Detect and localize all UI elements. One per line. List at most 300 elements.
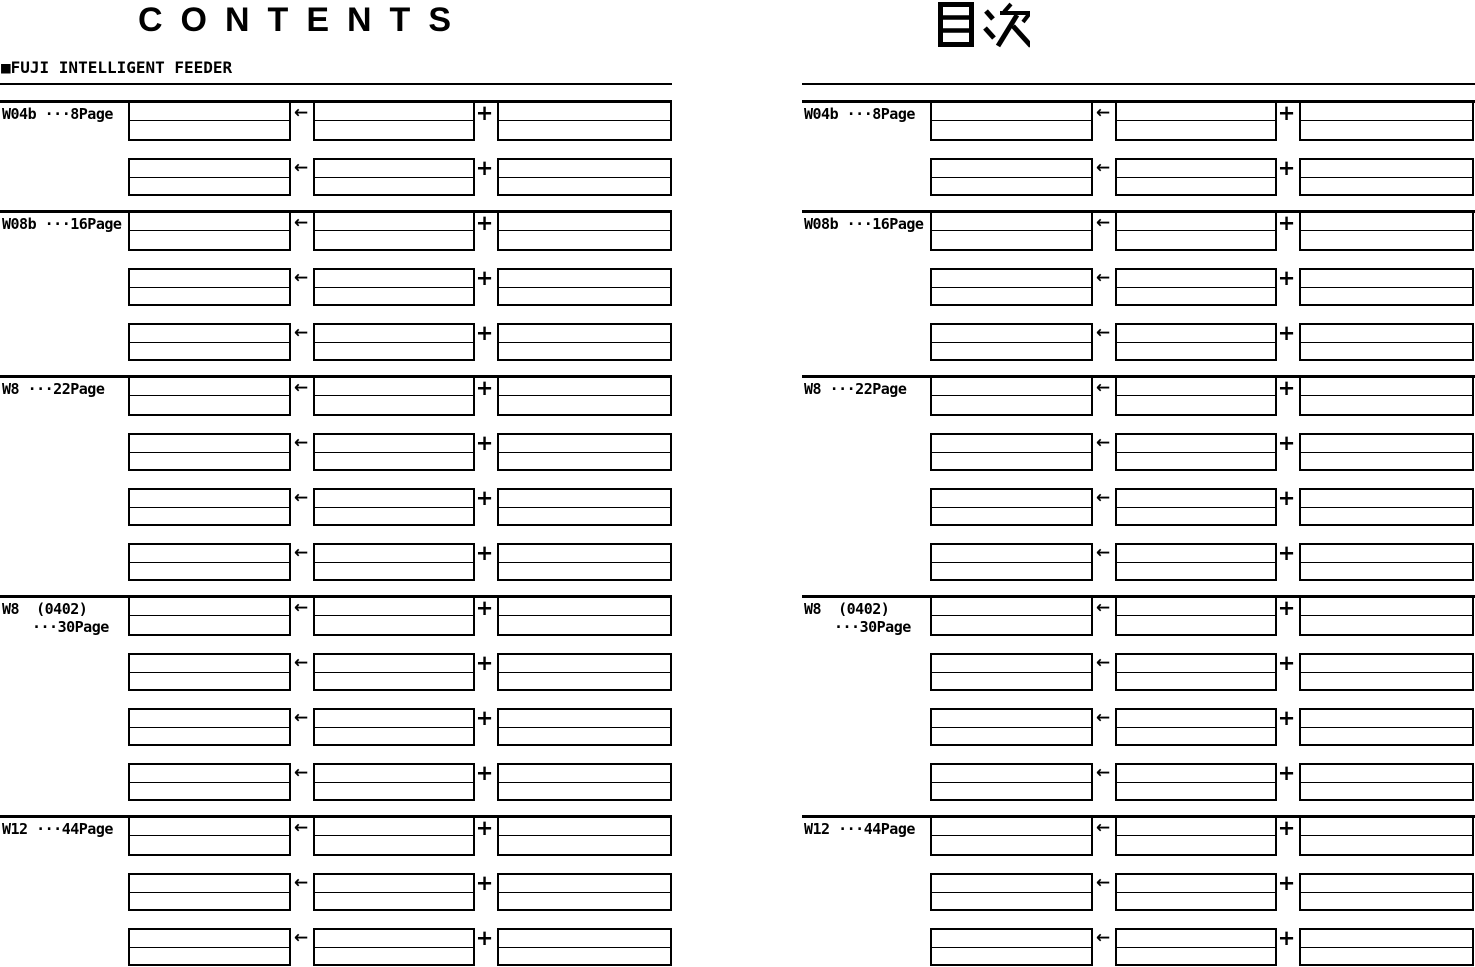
- row-box-2: [1115, 378, 1277, 416]
- box-upper-cell: [932, 435, 1091, 453]
- box-upper-cell: [1301, 213, 1472, 231]
- row-box-3: [1299, 378, 1474, 416]
- box-upper-cell: [1301, 598, 1472, 616]
- feeder-row: [802, 543, 1475, 581]
- box-upper-cell: [315, 270, 473, 288]
- feeder-row: [802, 928, 1475, 966]
- plus-symbol: +: [475, 706, 494, 730]
- section-label-line1: W12 ···44Page: [2, 820, 113, 838]
- row-box-3: [497, 268, 672, 306]
- plus-symbol: +: [475, 926, 494, 950]
- plus-symbol: +: [475, 321, 494, 345]
- row-box-1: [930, 488, 1093, 526]
- feeder-row: [802, 323, 1475, 361]
- box-upper-cell: [932, 490, 1091, 508]
- row-box-1: [128, 873, 291, 911]
- box-upper-cell: [1301, 490, 1472, 508]
- row-box-1: [930, 928, 1093, 966]
- box-upper-cell: [1301, 930, 1472, 948]
- row-box-1: [930, 763, 1093, 801]
- row-box-1: [128, 543, 291, 581]
- row-box-2: [1115, 653, 1277, 691]
- row-box-2: [313, 708, 475, 746]
- box-upper-cell: [499, 270, 670, 288]
- left-arrow-symbol: ←: [1095, 873, 1111, 893]
- left-arrow-symbol: ←: [1095, 213, 1111, 233]
- feeder-row: [0, 158, 672, 196]
- row-box-1: [930, 103, 1093, 141]
- feeder-row: [0, 708, 672, 746]
- box-upper-cell: [130, 710, 289, 728]
- feeder-row: [0, 323, 672, 361]
- page-title-english: CONTENTS: [138, 1, 469, 39]
- section-W04b: [0, 100, 672, 196]
- left-arrow-symbol: ←: [1095, 323, 1111, 343]
- feeder-row: [0, 543, 672, 581]
- box-upper-cell: [1117, 598, 1275, 616]
- box-upper-cell: [315, 435, 473, 453]
- row-box-1: [128, 763, 291, 801]
- box-upper-cell: [499, 875, 670, 893]
- row-box-3: [1299, 928, 1474, 966]
- box-upper-cell: [499, 818, 670, 836]
- row-box-2: [313, 543, 475, 581]
- row-box-2: [1115, 763, 1277, 801]
- row-box-3: [1299, 488, 1474, 526]
- row-box-3: [497, 323, 672, 361]
- box-upper-cell: [499, 598, 670, 616]
- plus-symbol: +: [1277, 816, 1296, 840]
- left-arrow-symbol: ←: [293, 708, 309, 728]
- section-W8-0402: [0, 595, 672, 801]
- row-box-3: [497, 488, 672, 526]
- box-upper-cell: [1117, 213, 1275, 231]
- box-upper-cell: [130, 103, 289, 121]
- feeder-row: [0, 213, 672, 251]
- plus-symbol: +: [475, 541, 494, 565]
- row-box-3: [1299, 268, 1474, 306]
- kanji-mokuji-glyphs: [938, 2, 1030, 48]
- row-box-3: [1299, 873, 1474, 911]
- left-arrow-symbol: ←: [293, 873, 309, 893]
- left-arrow-symbol: ←: [1095, 103, 1111, 123]
- box-upper-cell: [130, 765, 289, 783]
- plus-symbol: +: [475, 156, 494, 180]
- box-upper-cell: [315, 378, 473, 396]
- box-upper-cell: [1301, 710, 1472, 728]
- box-upper-cell: [1301, 655, 1472, 673]
- row-box-1: [930, 873, 1093, 911]
- box-upper-cell: [932, 930, 1091, 948]
- feeder-row: [802, 213, 1475, 251]
- feeder-row: [0, 488, 672, 526]
- left-arrow-symbol: ←: [293, 268, 309, 288]
- plus-symbol: +: [475, 596, 494, 620]
- row-box-1: [930, 433, 1093, 471]
- row-box-3: [1299, 818, 1474, 856]
- row-box-2: [1115, 873, 1277, 911]
- box-upper-cell: [499, 160, 670, 178]
- row-box-2: [1115, 818, 1277, 856]
- box-upper-cell: [1117, 710, 1275, 728]
- section-label-line1: W04b ···8Page: [2, 105, 113, 123]
- row-box-3: [1299, 323, 1474, 361]
- left-arrow-symbol: ←: [1095, 653, 1111, 673]
- section-W04b: [802, 100, 1475, 196]
- row-box-1: [128, 818, 291, 856]
- row-box-2: [313, 818, 475, 856]
- box-upper-cell: [130, 270, 289, 288]
- left-arrow-symbol: ←: [293, 543, 309, 563]
- plus-symbol: +: [1277, 376, 1296, 400]
- row-box-1: [930, 378, 1093, 416]
- feeder-row: [802, 873, 1475, 911]
- row-box-1: [128, 268, 291, 306]
- box-upper-cell: [315, 818, 473, 836]
- kanji-ji-glyph: [985, 4, 1030, 46]
- row-box-2: [1115, 103, 1277, 141]
- plus-symbol: +: [475, 376, 494, 400]
- row-box-3: [497, 653, 672, 691]
- box-upper-cell: [932, 655, 1091, 673]
- box-upper-cell: [499, 213, 670, 231]
- box-upper-cell: [932, 765, 1091, 783]
- row-box-1: [930, 598, 1093, 636]
- box-upper-cell: [130, 378, 289, 396]
- feeder-row: [802, 103, 1475, 141]
- row-box-2: [1115, 543, 1277, 581]
- plus-symbol: +: [1277, 871, 1296, 895]
- box-upper-cell: [932, 213, 1091, 231]
- box-upper-cell: [932, 598, 1091, 616]
- row-box-2: [313, 158, 475, 196]
- plus-symbol: +: [475, 211, 494, 235]
- box-upper-cell: [499, 378, 670, 396]
- row-box-1: [930, 708, 1093, 746]
- box-upper-cell: [1301, 325, 1472, 343]
- row-box-1: [930, 213, 1093, 251]
- row-box-2: [1115, 488, 1277, 526]
- row-box-1: [930, 268, 1093, 306]
- plus-symbol: +: [1277, 266, 1296, 290]
- section-W08b: [802, 210, 1475, 361]
- box-upper-cell: [932, 378, 1091, 396]
- left-arrow-symbol: ←: [293, 378, 309, 398]
- box-upper-cell: [130, 435, 289, 453]
- section-label-line1: W08b ···16Page: [2, 215, 122, 233]
- box-upper-cell: [315, 160, 473, 178]
- row-box-1: [128, 323, 291, 361]
- box-upper-cell: [499, 103, 670, 121]
- box-upper-cell: [1301, 160, 1472, 178]
- box-upper-cell: [1117, 930, 1275, 948]
- box-upper-cell: [315, 765, 473, 783]
- feeder-row: [0, 763, 672, 801]
- row-box-2: [313, 213, 475, 251]
- row-box-1: [128, 433, 291, 471]
- kanji-me-glyph: [941, 5, 972, 45]
- section-W08b: [0, 210, 672, 361]
- box-upper-cell: [130, 598, 289, 616]
- row-box-3: [497, 103, 672, 141]
- feeder-row: [0, 268, 672, 306]
- plus-symbol: +: [475, 486, 494, 510]
- box-upper-cell: [499, 490, 670, 508]
- row-box-1: [930, 818, 1093, 856]
- box-upper-cell: [1301, 378, 1472, 396]
- row-box-3: [1299, 158, 1474, 196]
- feeder-row: [802, 598, 1475, 636]
- box-upper-cell: [1117, 818, 1275, 836]
- plus-symbol: +: [1277, 486, 1296, 510]
- feeder-row: [0, 818, 672, 856]
- plus-symbol: +: [475, 816, 494, 840]
- row-box-3: [497, 433, 672, 471]
- box-upper-cell: [1117, 325, 1275, 343]
- feeder-row: [0, 598, 672, 636]
- left-arrow-symbol: ←: [293, 433, 309, 453]
- section-label-line1: W8 ···22Page: [2, 380, 105, 398]
- row-box-3: [1299, 213, 1474, 251]
- box-upper-cell: [499, 325, 670, 343]
- product-header-label: ■FUJI INTELLIGENT FEEDER: [1, 58, 233, 77]
- left-arrow-symbol: ←: [1095, 268, 1111, 288]
- box-upper-cell: [499, 765, 670, 783]
- row-box-1: [930, 543, 1093, 581]
- box-upper-cell: [1117, 270, 1275, 288]
- page-title-japanese: [938, 2, 1030, 48]
- section-label-line1: W8 ···22Page: [804, 380, 907, 398]
- plus-symbol: +: [475, 651, 494, 675]
- left-arrow-symbol: ←: [1095, 488, 1111, 508]
- box-upper-cell: [1117, 378, 1275, 396]
- section-label-line2: ···30Page: [834, 618, 911, 636]
- feeder-row: [0, 433, 672, 471]
- box-upper-cell: [932, 875, 1091, 893]
- box-upper-cell: [932, 818, 1091, 836]
- plus-symbol: +: [1277, 541, 1296, 565]
- row-box-2: [1115, 433, 1277, 471]
- contents-column-english: [0, 0, 672, 967]
- box-upper-cell: [1301, 103, 1472, 121]
- row-box-3: [1299, 653, 1474, 691]
- box-upper-cell: [1117, 160, 1275, 178]
- section-W8: [0, 375, 672, 581]
- left-arrow-symbol: ←: [1095, 928, 1111, 948]
- box-upper-cell: [932, 103, 1091, 121]
- box-upper-cell: [130, 160, 289, 178]
- feeder-row: [802, 708, 1475, 746]
- section-label-line1: W08b ···16Page: [804, 215, 924, 233]
- box-upper-cell: [932, 710, 1091, 728]
- box-upper-cell: [499, 545, 670, 563]
- row-box-3: [497, 598, 672, 636]
- box-upper-cell: [1117, 765, 1275, 783]
- row-box-2: [313, 488, 475, 526]
- plus-symbol: +: [1277, 431, 1296, 455]
- box-upper-cell: [130, 545, 289, 563]
- row-box-1: [128, 103, 291, 141]
- feeder-row: [802, 488, 1475, 526]
- feeder-row: [0, 928, 672, 966]
- row-box-3: [497, 928, 672, 966]
- row-box-2: [313, 763, 475, 801]
- row-box-2: [313, 433, 475, 471]
- box-upper-cell: [499, 710, 670, 728]
- plus-symbol: +: [1277, 321, 1296, 345]
- box-upper-cell: [932, 325, 1091, 343]
- box-upper-cell: [499, 435, 670, 453]
- plus-symbol: +: [1277, 651, 1296, 675]
- row-box-2: [1115, 268, 1277, 306]
- left-arrow-symbol: ←: [293, 928, 309, 948]
- left-arrow-symbol: ←: [293, 323, 309, 343]
- row-box-1: [128, 598, 291, 636]
- box-upper-cell: [1117, 435, 1275, 453]
- row-box-2: [313, 928, 475, 966]
- plus-symbol: +: [1277, 761, 1296, 785]
- row-box-3: [1299, 543, 1474, 581]
- section-label-line1: W8 (0402): [804, 600, 890, 618]
- box-upper-cell: [130, 655, 289, 673]
- box-upper-cell: [315, 710, 473, 728]
- box-upper-cell: [499, 655, 670, 673]
- plus-symbol: +: [1277, 706, 1296, 730]
- box-upper-cell: [1117, 103, 1275, 121]
- plus-symbol: +: [1277, 596, 1296, 620]
- row-box-2: [313, 598, 475, 636]
- sections-container-english: [0, 100, 672, 967]
- row-box-1: [128, 653, 291, 691]
- row-box-3: [497, 708, 672, 746]
- box-upper-cell: [315, 103, 473, 121]
- left-arrow-symbol: ←: [1095, 708, 1111, 728]
- row-box-1: [930, 323, 1093, 361]
- row-box-3: [1299, 763, 1474, 801]
- row-box-3: [497, 543, 672, 581]
- left-arrow-symbol: ←: [293, 763, 309, 783]
- section-label-line1: W12 ···44Page: [804, 820, 915, 838]
- box-upper-cell: [1301, 270, 1472, 288]
- row-box-2: [1115, 158, 1277, 196]
- feeder-row: [802, 378, 1475, 416]
- section-W12: [802, 815, 1475, 966]
- box-upper-cell: [1117, 875, 1275, 893]
- row-box-3: [497, 158, 672, 196]
- row-box-3: [497, 378, 672, 416]
- left-arrow-symbol: ←: [1095, 598, 1111, 618]
- feeder-row: [802, 763, 1475, 801]
- row-box-3: [497, 818, 672, 856]
- box-upper-cell: [130, 930, 289, 948]
- plus-symbol: +: [1277, 211, 1296, 235]
- box-upper-cell: [1117, 490, 1275, 508]
- box-upper-cell: [1301, 875, 1472, 893]
- row-box-3: [1299, 708, 1474, 746]
- row-box-2: [1115, 928, 1277, 966]
- row-box-3: [497, 213, 672, 251]
- row-box-1: [128, 708, 291, 746]
- left-arrow-symbol: ←: [293, 213, 309, 233]
- box-upper-cell: [1301, 545, 1472, 563]
- left-arrow-symbol: ←: [293, 488, 309, 508]
- row-box-1: [128, 928, 291, 966]
- box-upper-cell: [932, 270, 1091, 288]
- box-upper-cell: [315, 490, 473, 508]
- box-upper-cell: [1301, 435, 1472, 453]
- box-upper-cell: [315, 930, 473, 948]
- row-box-3: [1299, 598, 1474, 636]
- row-box-2: [313, 103, 475, 141]
- section-label-line2: ···30Page: [32, 618, 109, 636]
- plus-symbol: +: [475, 871, 494, 895]
- plus-symbol: +: [475, 101, 494, 125]
- feeder-row: [0, 653, 672, 691]
- left-arrow-symbol: ←: [293, 818, 309, 838]
- section-W8-0402: [802, 595, 1475, 801]
- box-upper-cell: [315, 545, 473, 563]
- plus-symbol: +: [475, 761, 494, 785]
- left-arrow-symbol: ←: [1095, 763, 1111, 783]
- left-arrow-symbol: ←: [1095, 158, 1111, 178]
- section-W8: [802, 375, 1475, 581]
- left-arrow-symbol: ←: [293, 103, 309, 123]
- left-arrow-symbol: ←: [1095, 433, 1111, 453]
- row-box-2: [313, 378, 475, 416]
- section-W12: [0, 815, 672, 966]
- row-box-3: [497, 763, 672, 801]
- plus-symbol: +: [1277, 156, 1296, 180]
- contents-column-japanese: [802, 0, 1475, 967]
- section-label-line1: W8 (0402): [2, 600, 88, 618]
- box-upper-cell: [932, 545, 1091, 563]
- row-box-2: [1115, 708, 1277, 746]
- section-label-line1: W04b ···8Page: [804, 105, 915, 123]
- feeder-row: [802, 653, 1475, 691]
- box-upper-cell: [1117, 655, 1275, 673]
- left-arrow-symbol: ←: [1095, 543, 1111, 563]
- plus-symbol: +: [1277, 101, 1296, 125]
- box-upper-cell: [499, 930, 670, 948]
- box-upper-cell: [1301, 818, 1472, 836]
- row-box-3: [1299, 103, 1474, 141]
- left-arrow-symbol: ←: [1095, 378, 1111, 398]
- sections-container-japanese: [802, 100, 1475, 967]
- box-upper-cell: [1117, 545, 1275, 563]
- box-upper-cell: [130, 818, 289, 836]
- box-upper-cell: [130, 490, 289, 508]
- row-box-2: [1115, 213, 1277, 251]
- row-box-2: [313, 873, 475, 911]
- box-upper-cell: [315, 598, 473, 616]
- box-upper-cell: [315, 213, 473, 231]
- feeder-row: [802, 818, 1475, 856]
- box-upper-cell: [1301, 765, 1472, 783]
- box-upper-cell: [315, 875, 473, 893]
- left-arrow-symbol: ←: [293, 653, 309, 673]
- left-arrow-symbol: ←: [293, 158, 309, 178]
- row-box-2: [313, 268, 475, 306]
- row-box-1: [930, 158, 1093, 196]
- row-box-1: [128, 488, 291, 526]
- row-box-2: [313, 653, 475, 691]
- feeder-row: [0, 103, 672, 141]
- row-box-1: [930, 653, 1093, 691]
- feeder-row: [0, 378, 672, 416]
- left-arrow-symbol: ←: [293, 598, 309, 618]
- row-box-1: [128, 213, 291, 251]
- row-box-2: [1115, 598, 1277, 636]
